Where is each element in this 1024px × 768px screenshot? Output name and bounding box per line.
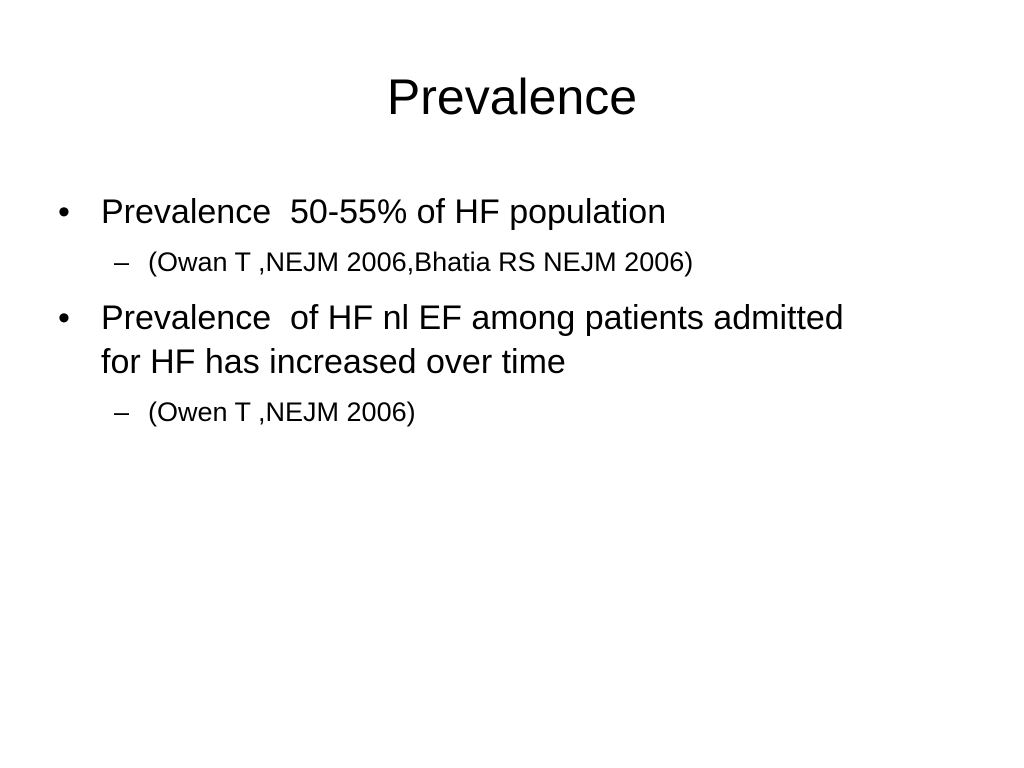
bullet-icon: • xyxy=(58,193,70,231)
slide-title: Prevalence xyxy=(386,69,638,125)
sub-bullet-item xyxy=(58,244,958,280)
bullet-text: Prevalence 50-55% of HF population xyxy=(101,193,667,231)
citation-text: (Owan T ,NEJM 2006,Bhatia RS NEJM 2006) xyxy=(148,247,694,277)
citation-text: (Owen T ,NEJM 2006) xyxy=(148,397,416,427)
bullet-item xyxy=(58,190,958,234)
dash-icon: – xyxy=(114,247,130,277)
slide-content xyxy=(58,190,958,430)
bullet-text: Prevalence of HF nl EF among patients admitted for HF has increased over time xyxy=(101,299,854,381)
bullet-item xyxy=(58,296,958,384)
bullet-icon: • xyxy=(58,299,70,337)
sub-bullet-item xyxy=(58,394,958,430)
dash-icon: – xyxy=(114,397,130,427)
